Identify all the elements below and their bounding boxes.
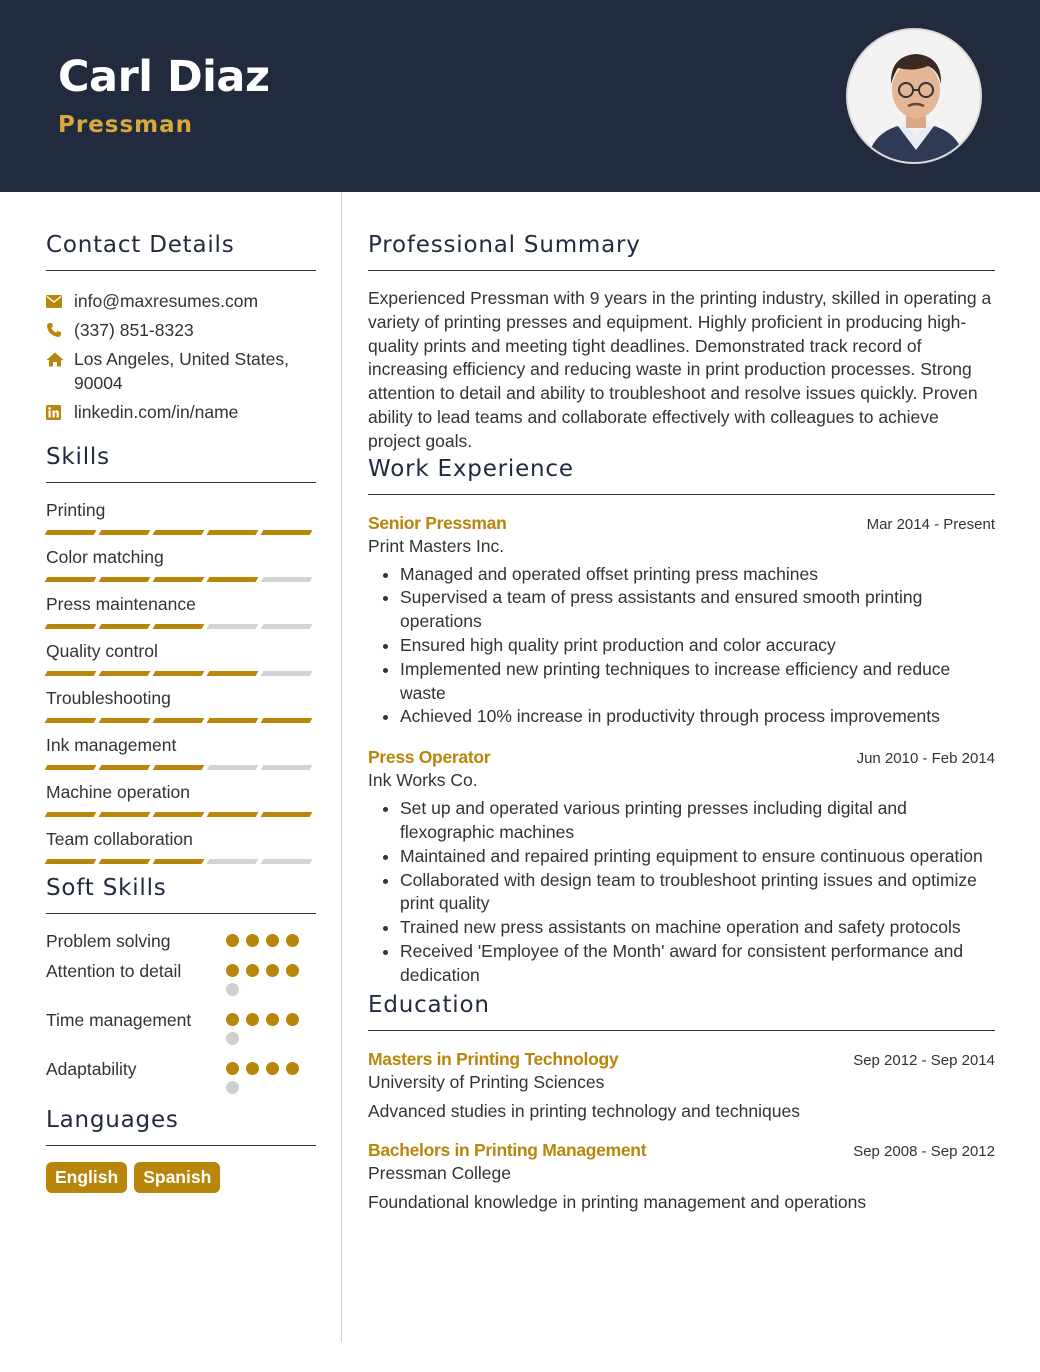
job-bullet: • Achieved 10% increase in productivity through process improvements — [400, 705, 995, 729]
soft-skills-heading: Soft Skills — [46, 875, 316, 914]
work-experience-heading: Work Experience — [368, 456, 995, 495]
skill-level-segment — [99, 812, 151, 817]
contact-email[interactable] — [46, 289, 316, 313]
rating-dot — [286, 964, 299, 977]
skill-level-segment — [99, 671, 151, 676]
soft-skill-name: Problem solving — [46, 931, 171, 951]
contact-phone[interactable] — [46, 318, 316, 342]
soft-skill-rating — [226, 1009, 306, 1051]
rating-dot — [266, 964, 279, 977]
rating-dot — [246, 1062, 259, 1075]
work-experience-list — [368, 513, 995, 988]
soft-skill-rating — [226, 960, 306, 1002]
skill-level-segment — [45, 624, 97, 629]
education-description: Advanced studies in printing technology and techniques — [368, 1100, 800, 1121]
skill-item — [46, 640, 316, 676]
rating-dot — [246, 1013, 259, 1026]
rating-dot — [266, 1013, 279, 1026]
skills-heading: Skills — [46, 444, 316, 483]
skill-name: Printing — [46, 500, 106, 520]
home-icon — [46, 347, 74, 371]
skill-level-segment — [45, 577, 97, 582]
skill-level-segment — [153, 624, 205, 629]
skill-name: Machine operation — [46, 782, 190, 802]
languages-list — [46, 1162, 316, 1193]
candidate-name: Carl Diaz — [58, 52, 270, 102]
skill-level-segment — [99, 718, 151, 723]
skill-level-segment — [153, 530, 205, 535]
rating-dot — [226, 1081, 239, 1094]
phone-icon — [46, 318, 74, 342]
skill-level-segment — [45, 671, 97, 676]
skill-level-segment — [207, 812, 259, 817]
summary-heading: Professional Summary — [368, 232, 995, 271]
skill-level-segment — [207, 530, 259, 535]
skill-name: Press maintenance — [46, 594, 196, 614]
skill-level-segment — [207, 765, 259, 770]
skill-level-segment — [207, 671, 259, 676]
job-bullet: • Received 'Employee of the Month' award for consistent performance and dedication — [400, 940, 995, 988]
skill-level-bar — [46, 812, 316, 817]
skill-level-segment — [207, 859, 259, 864]
soft-skill-name: Attention to detail — [46, 961, 182, 981]
skill-level-segment — [153, 577, 205, 582]
skill-level-segment — [45, 765, 97, 770]
rating-dot — [226, 1013, 239, 1026]
education-header — [368, 1140, 995, 1161]
skill-level-segment — [99, 765, 151, 770]
skill-name: Team collaboration — [46, 829, 193, 849]
soft-skill-item — [46, 930, 316, 953]
job-bullet: • Set up and operated various printing presses including digital and flexographic machines — [400, 797, 995, 845]
skill-level-bar — [46, 577, 316, 582]
skill-level-segment — [261, 624, 313, 629]
soft-skill-item — [46, 1009, 316, 1051]
skill-level-segment — [207, 718, 259, 723]
right-column — [368, 232, 995, 1213]
education-degree: Masters in Printing Technology — [368, 1048, 619, 1069]
skill-level-segment — [99, 530, 151, 535]
education-school: Pressman College — [368, 1162, 511, 1183]
job-title: Press Operator — [368, 747, 491, 768]
rating-dot — [226, 1062, 239, 1075]
skill-item — [46, 781, 316, 817]
skill-level-segment — [153, 765, 205, 770]
job-title: Senior Pressman — [368, 512, 507, 533]
rating-dot — [286, 1062, 299, 1075]
rating-dot — [226, 1032, 239, 1045]
linkedin-icon — [46, 400, 74, 424]
profile-photo — [846, 28, 982, 164]
contact-list — [46, 289, 316, 424]
job-bullet: • Ensured high quality print production and color accuracy — [400, 634, 995, 658]
skill-level-segment — [261, 577, 313, 582]
skill-level-segment — [45, 859, 97, 864]
skill-level-segment — [261, 812, 313, 817]
education-entry — [368, 1140, 995, 1213]
skill-level-segment — [261, 671, 313, 676]
education-entry — [368, 1049, 995, 1122]
job-company: Print Masters Inc. — [368, 535, 505, 556]
languages-heading: Languages — [46, 1107, 316, 1146]
soft-skill-rating — [226, 930, 306, 953]
skill-level-segment — [261, 859, 313, 864]
soft-skills-list — [46, 930, 316, 1100]
education-description: Foundational knowledge in printing management and operations — [368, 1191, 867, 1212]
skill-level-segment — [99, 577, 151, 582]
job-bullet: • Maintained and repaired printing equipment to ensure continuous operation — [400, 845, 995, 869]
skill-item — [46, 828, 316, 864]
skill-level-segment — [99, 624, 151, 629]
contact-email-text: info@maxresumes.com — [74, 291, 259, 311]
skill-level-segment — [45, 812, 97, 817]
job-bullet: • Trained new press assistants on machine operation and safety protocols — [400, 916, 995, 940]
contact-details-heading: Contact Details — [46, 232, 316, 271]
envelope-icon — [46, 289, 74, 313]
education-date: Sep 2008 - Sep 2012 — [853, 1142, 995, 1160]
person-portrait-icon — [848, 30, 982, 164]
education-header — [368, 1049, 995, 1070]
skill-level-segment — [153, 671, 205, 676]
job-bullets — [368, 797, 995, 987]
skill-name: Ink management — [46, 735, 177, 755]
skill-level-segment — [45, 530, 97, 535]
skill-level-bar — [46, 624, 316, 629]
skill-level-bar — [46, 859, 316, 864]
job-bullet: • Managed and operated offset printing press machines — [400, 563, 995, 587]
skill-level-segment — [207, 577, 259, 582]
job-bullets — [368, 563, 995, 730]
job-bullet: • Supervised a team of press assistants and ensured smooth printing operations — [400, 586, 995, 634]
education-school: University of Printing Sciences — [368, 1071, 605, 1092]
job-entry — [368, 513, 995, 730]
soft-skill-name: Time management — [46, 1010, 192, 1030]
rating-dot — [226, 964, 239, 977]
skill-item — [46, 499, 316, 535]
skill-level-bar — [46, 765, 316, 770]
skill-level-segment — [153, 812, 205, 817]
skill-item — [46, 546, 316, 582]
skill-level-segment — [153, 859, 205, 864]
contact-address — [46, 347, 316, 395]
language-badge: Spanish — [134, 1162, 220, 1193]
rating-dot — [266, 1062, 279, 1075]
rating-dot — [246, 934, 259, 947]
skill-level-segment — [261, 765, 313, 770]
education-heading: Education — [368, 992, 995, 1031]
language-badge: English — [46, 1162, 127, 1193]
job-company: Ink Works Co. — [368, 770, 478, 791]
skill-name: Color matching — [46, 547, 164, 567]
soft-skill-item — [46, 1058, 316, 1100]
skill-level-bar — [46, 718, 316, 723]
skill-name: Quality control — [46, 641, 158, 661]
skill-item — [46, 734, 316, 770]
skill-level-segment — [153, 718, 205, 723]
skill-item — [46, 687, 316, 723]
skill-level-segment — [45, 718, 97, 723]
resume-header — [0, 0, 1040, 192]
skill-item — [46, 593, 316, 629]
skill-level-bar — [46, 530, 316, 535]
soft-skill-name: Adaptability — [46, 1059, 137, 1079]
rating-dot — [286, 934, 299, 947]
job-header — [368, 747, 995, 768]
candidate-role: Pressman — [58, 112, 194, 138]
job-bullet: • Collaborated with design team to troubleshoot printing issues and optimize print quality — [400, 869, 995, 917]
left-column — [46, 232, 316, 1193]
contact-address-text: Los Angeles, United States, 90004 — [74, 349, 289, 393]
rating-dot — [266, 934, 279, 947]
education-list — [368, 1049, 995, 1213]
job-bullet: • Implemented new printing techniques to increase efficiency and reduce waste — [400, 658, 995, 706]
skills-list — [46, 499, 316, 864]
rating-dot — [286, 1013, 299, 1026]
column-divider — [341, 192, 342, 1342]
job-date: Mar 2014 - Present — [866, 515, 995, 533]
rating-dot — [226, 934, 239, 947]
soft-skill-item — [46, 960, 316, 1002]
job-header — [368, 513, 995, 534]
rating-dot — [226, 983, 239, 996]
contact-linkedin-text: linkedin.com/in/name — [74, 402, 239, 422]
skill-level-bar — [46, 671, 316, 676]
summary-text: Experienced Pressman with 9 years in the printing industry, skilled in operating a variety of printing presses and equipment. Highly proficient in producing high-quality prints and meeting tight deadlines. Demonstrated track record of increasing efficiency and reducing waste in print production processes. Strong attention to detail and ability to troubleshoot and resolve issues quickly. Proven ability to lead teams and collaborate effectively with colleagues to achieve project goals. — [368, 288, 992, 451]
skill-level-segment — [99, 859, 151, 864]
job-date: Jun 2010 - Feb 2014 — [856, 750, 995, 768]
contact-linkedin[interactable] — [46, 400, 316, 424]
skill-level-segment — [261, 718, 313, 723]
education-degree: Bachelors in Printing Management — [368, 1139, 647, 1160]
rating-dot — [246, 964, 259, 977]
skill-level-segment — [207, 624, 259, 629]
education-date: Sep 2012 - Sep 2014 — [853, 1051, 995, 1069]
skill-name: Troubleshooting — [46, 688, 171, 708]
soft-skill-rating — [226, 1058, 306, 1100]
contact-phone-text: (337) 851-8323 — [74, 320, 194, 340]
job-entry — [368, 747, 995, 987]
skill-level-segment — [261, 530, 313, 535]
